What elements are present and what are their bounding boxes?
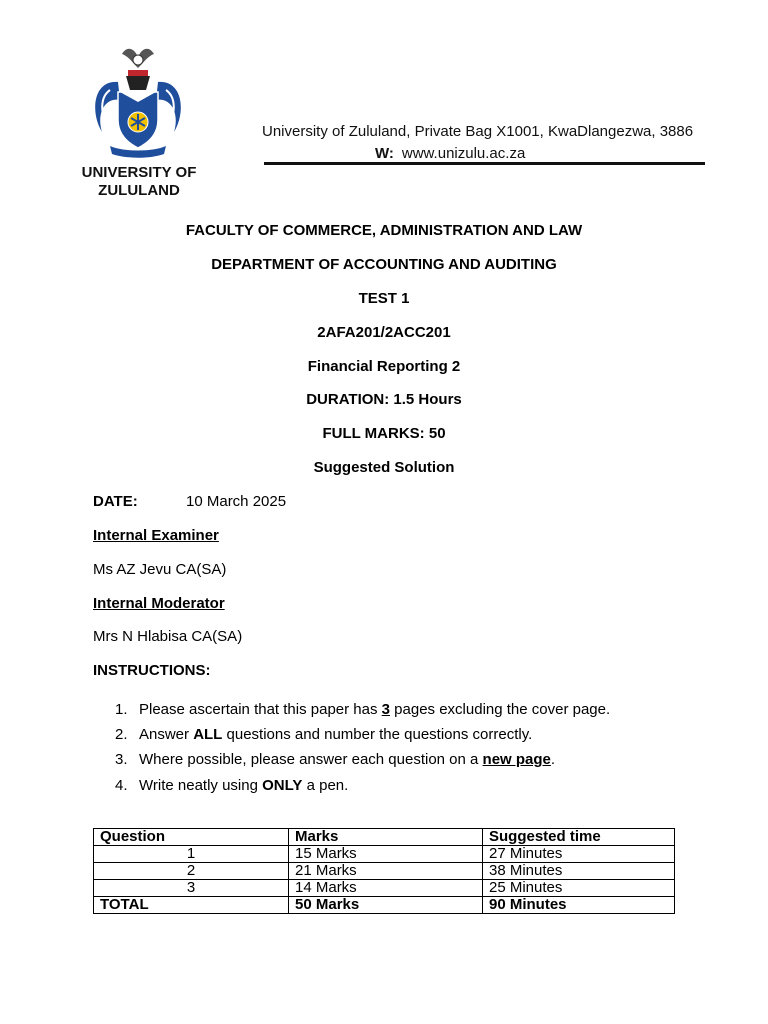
instruction-text: . bbox=[550, 751, 556, 768]
instruction-emphasis: 3 bbox=[381, 701, 390, 718]
instruction-number: 4. bbox=[115, 777, 128, 794]
table-header-row bbox=[94, 829, 675, 846]
table-cell: 1 bbox=[94, 846, 289, 863]
module-name: Financial Reporting 2 bbox=[307, 358, 461, 375]
table-cell: 27 Minutes bbox=[483, 846, 675, 863]
table-cell: 14 Marks bbox=[289, 880, 483, 897]
moderator-heading: Internal Moderator bbox=[93, 595, 225, 612]
paper-type: Suggested Solution bbox=[313, 459, 455, 476]
instruction-number: 3. bbox=[115, 751, 128, 768]
marks-table bbox=[93, 828, 675, 914]
instruction-emphasis: ALL bbox=[193, 726, 223, 743]
table-cell: TOTAL bbox=[94, 897, 289, 914]
module-code: 2AFA201/2ACC201 bbox=[317, 324, 451, 341]
instruction-item bbox=[115, 751, 555, 768]
web-url: www.unizulu.ac.za bbox=[401, 145, 526, 162]
column-header: Marks bbox=[289, 829, 483, 846]
instruction-text: Write neatly using bbox=[139, 777, 263, 794]
institution-name-line2: ZULULAND bbox=[98, 182, 180, 199]
table-cell: 21 Marks bbox=[289, 863, 483, 880]
table-row bbox=[94, 863, 675, 880]
examiner-heading: Internal Examiner bbox=[93, 527, 219, 544]
instruction-emphasis: new page bbox=[482, 751, 551, 768]
test-title: TEST 1 bbox=[358, 290, 410, 307]
table-cell: 3 bbox=[94, 880, 289, 897]
faculty-title: FACULTY OF COMMERCE, ADMINISTRATION AND LAW bbox=[185, 222, 583, 239]
examiner-name: Ms AZ Jevu CA(SA) bbox=[93, 561, 227, 578]
table-row bbox=[94, 880, 675, 897]
table-cell: 38 Minutes bbox=[483, 863, 675, 880]
table-row bbox=[94, 846, 675, 863]
web-label: W: bbox=[375, 145, 394, 162]
institution-name-line1: UNIVERSITY OF bbox=[81, 164, 197, 181]
table-cell: 15 Marks bbox=[289, 846, 483, 863]
university-crest-logo bbox=[88, 42, 188, 162]
instruction-text: Answer bbox=[139, 726, 194, 743]
instruction-text: Where possible, please answer each question on a bbox=[139, 751, 483, 768]
date-value: 10 March 2025 bbox=[186, 493, 287, 510]
instructions-heading: INSTRUCTIONS: bbox=[93, 662, 211, 679]
table-cell: 25 Minutes bbox=[483, 880, 675, 897]
table-cell: 90 Minutes bbox=[483, 897, 675, 914]
header-divider bbox=[264, 162, 705, 165]
full-marks: FULL MARKS: 50 bbox=[322, 425, 446, 442]
instruction-text: a pen. bbox=[302, 777, 349, 794]
instruction-emphasis: ONLY bbox=[262, 777, 303, 794]
instruction-number: 2. bbox=[115, 726, 128, 743]
instruction-item bbox=[115, 726, 532, 743]
column-header: Suggested time bbox=[483, 829, 675, 846]
date-label: DATE: bbox=[93, 493, 138, 510]
instruction-number: 1. bbox=[115, 701, 128, 718]
table-cell: 50 Marks bbox=[289, 897, 483, 914]
instruction-item bbox=[115, 701, 610, 718]
table-cell: 2 bbox=[94, 863, 289, 880]
instruction-text: pages excluding the cover page. bbox=[390, 701, 611, 718]
column-header: Question bbox=[94, 829, 289, 846]
instruction-text: questions and number the questions correctly. bbox=[222, 726, 533, 743]
moderator-name: Mrs N Hlabisa CA(SA) bbox=[93, 628, 243, 645]
instruction-item bbox=[115, 777, 348, 794]
institution-name bbox=[70, 164, 208, 200]
table-total-row bbox=[94, 897, 675, 914]
instruction-text: Please ascertain that this paper has bbox=[139, 701, 382, 718]
header-address: University of Zululand, Private Bag X1001, KwaDlangezwa, 3886 bbox=[262, 123, 694, 140]
duration: DURATION: 1.5 Hours bbox=[306, 391, 462, 408]
header-web bbox=[375, 145, 525, 162]
department-title: DEPARTMENT OF ACCOUNTING AND AUDITING bbox=[211, 256, 557, 273]
